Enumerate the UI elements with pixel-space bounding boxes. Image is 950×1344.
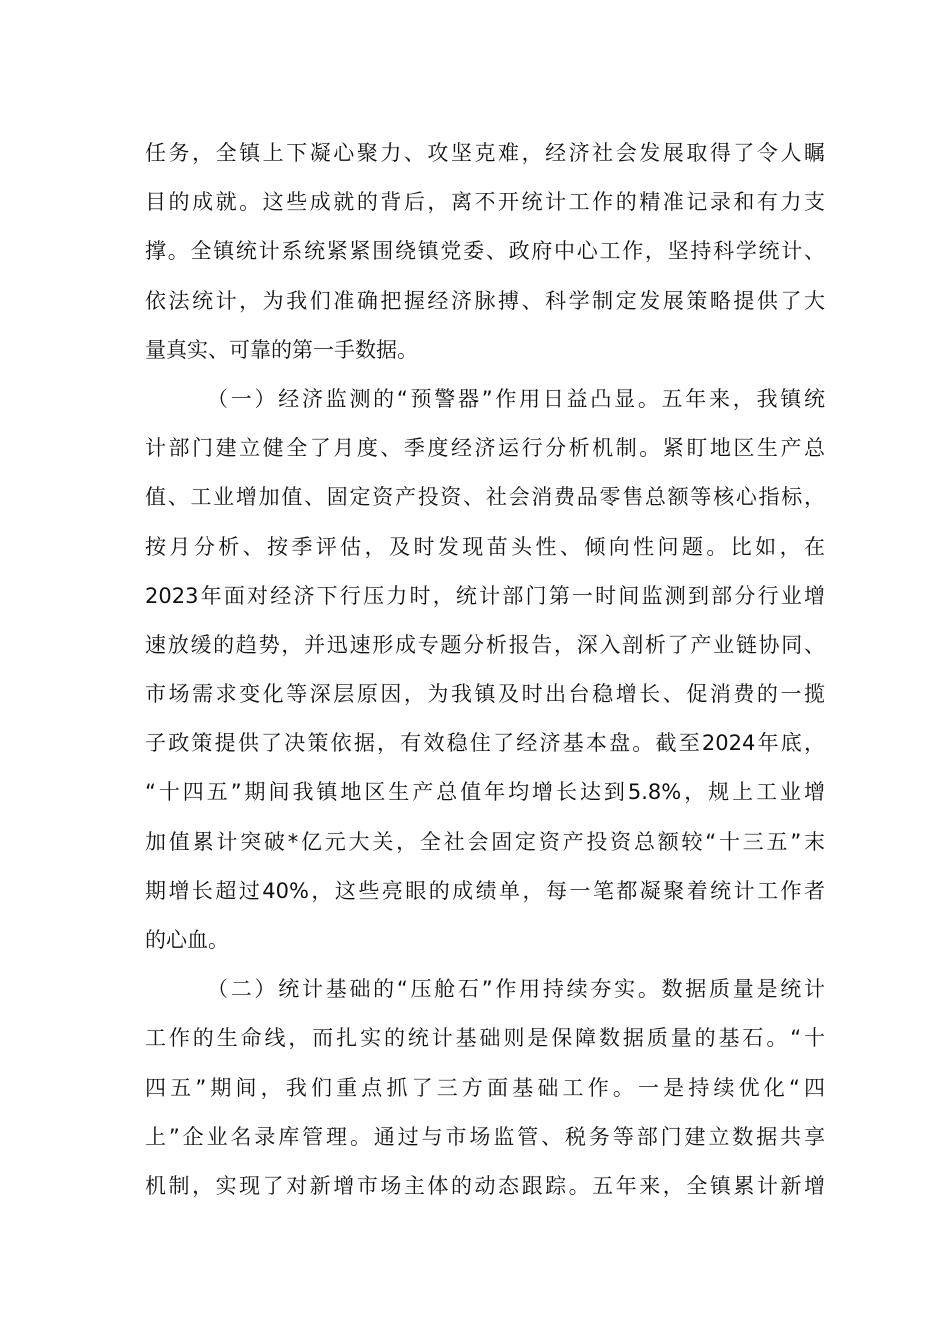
text-line: 依法统计，为我们准确把握经济脉搏、科学制定发展策略提供了大 xyxy=(145,288,825,313)
text-line: 目的成就。这些成就的背后，离不开统计工作的精准记录和有力支 xyxy=(145,190,825,215)
text-line: 上”企业名录库管理。通过与市场监管、税务等部门建立数据共享 xyxy=(145,1124,825,1149)
text-line: 市场需求变化等深层原因，为我镇及时出台稳增长、促消费的一揽 xyxy=(145,682,825,707)
text-line: 工作的生命线，而扎实的统计基础则是保障数据质量的基石。“十 xyxy=(145,1026,825,1051)
text-line: 的心血。 xyxy=(145,928,229,952)
paragraph-heading-line: （一）经济监测的“预警器”作用日益凸显。五年来，我镇统 xyxy=(207,386,825,411)
text-line: 机制，实现了对新增市场主体的动态跟踪。五年来，全镇累计新增 xyxy=(145,1173,825,1198)
text-line: 撑。全镇统计系统紧紧围绕镇党委、政府中心工作，坚持科学统计、 xyxy=(145,239,825,264)
text-line: 2023年面对经济下行压力时，统计部门第一时间监测到部分行业增 xyxy=(145,583,825,608)
text-line: 按月分析、按季评估，及时发现苗头性、倾向性问题。比如，在 xyxy=(145,534,825,559)
text-line: 四五”期间，我们重点抓了三方面基础工作。一是持续优化“四 xyxy=(145,1075,825,1100)
text-line: 任务，全镇上下凝心聚力、攻坚克难，经济社会发展取得了令人瞩 xyxy=(145,141,825,165)
text-line: 速放缓的趋势，并迅速形成专题分析报告，深入剖析了产业链协同、 xyxy=(145,632,825,657)
paragraph-heading-line: （二）统计基础的“压舱石”作用持续夯实。数据质量是统计 xyxy=(207,977,825,1002)
text-line: “十四五”期间我镇地区生产总值年均增长达到5.8%，规上工业增 xyxy=(145,780,825,805)
body-text xyxy=(145,133,825,1215)
text-line: 计部门建立健全了月度、季度经济运行分析机制。紧盯地区生产总 xyxy=(145,436,825,461)
text-line: 加值累计突破*亿元大关，全社会固定资产投资总额较“十三五”末 xyxy=(145,829,825,854)
text-line: 期增长超过40%，这些亮眼的成绩单，每一笔都凝聚着统计工作者 xyxy=(145,878,825,903)
text-line: 量真实、可靠的第一手数据。 xyxy=(145,337,418,362)
text-line: 值、工业增加值、固定资产投资、社会消费品零售总额等核心指标， xyxy=(145,485,825,510)
text-line: 子政策提供了决策依据，有效稳住了经济基本盘。截至2024年底， xyxy=(145,731,825,756)
